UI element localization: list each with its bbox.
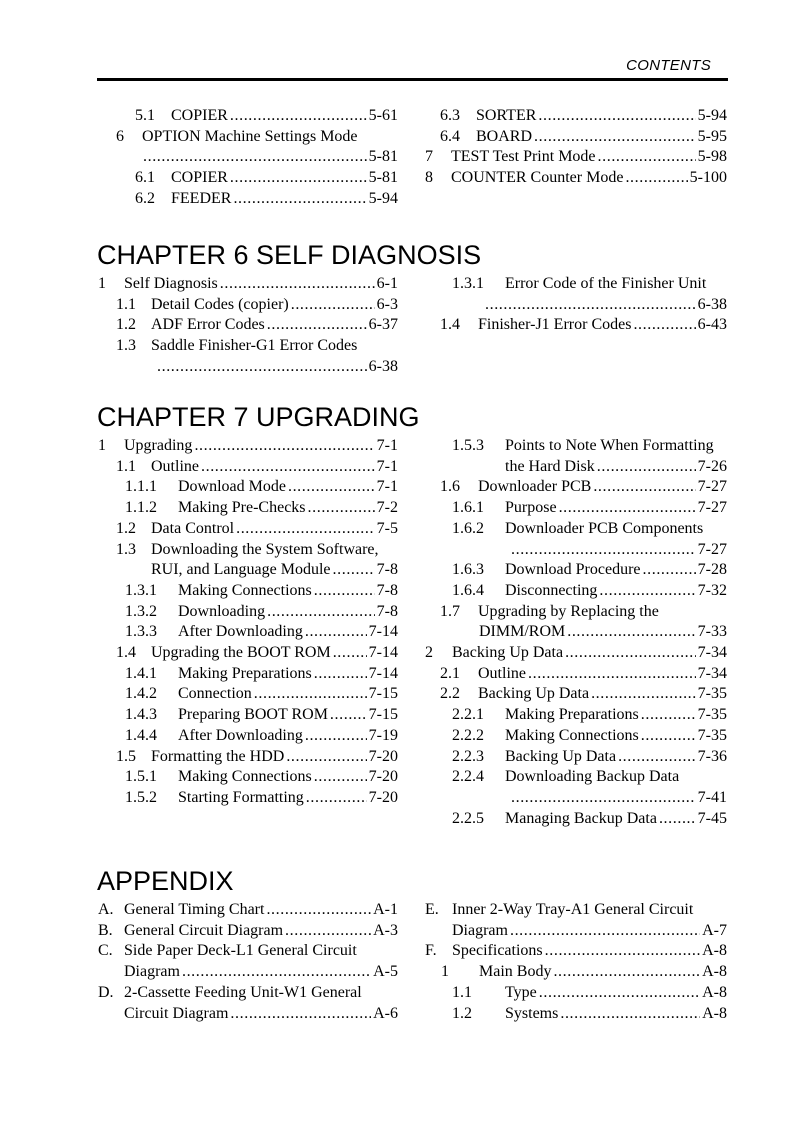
dot-leader [565, 642, 696, 663]
toc-entry-page: 7-2 [376, 499, 398, 517]
toc-entry[interactable] [425, 899, 727, 920]
toc-entry-number: 1.6.3 [452, 561, 484, 579]
dot-leader [233, 188, 366, 209]
toc-entry-number: 2.2.4 [452, 768, 484, 786]
dot-leader [641, 704, 696, 725]
toc-entry-number: 1.1.2 [125, 499, 157, 517]
toc-entry-title: Preparing BOOT ROM [178, 706, 328, 724]
toc-entry[interactable] [116, 335, 398, 356]
toc-entry-page: 7-45 [697, 809, 727, 827]
toc-entry-title: Making Pre-Checks [178, 499, 306, 517]
toc-entry-title: Backing Up Data [452, 644, 564, 661]
toc-entry[interactable] [155, 356, 398, 377]
dot-leader [306, 787, 367, 808]
chapter-7-heading: CHAPTER 7 UPGRADING [97, 402, 420, 432]
toc-entry-page: 7-1 [376, 437, 398, 454]
dot-leader [599, 580, 695, 601]
toc-entry[interactable] [124, 961, 398, 982]
toc-entry-title: General Circuit Diagram [124, 921, 284, 939]
toc-entry-page: 7-1 [376, 478, 398, 496]
toc-entry-page: A-8 [702, 963, 727, 981]
dot-leader [157, 356, 367, 377]
toc-entry-title: RUI, and Language Module [151, 561, 331, 579]
toc-entry[interactable] [125, 621, 398, 642]
dot-leader [593, 476, 695, 497]
toc-entry-number: 1.1 [116, 295, 136, 313]
toc-entry-number: 5.1 [135, 107, 155, 124]
toc-entry-title: Points to Note When Formatting [505, 437, 714, 454]
toc-entry-title: Inner 2-Way Tray-A1 General Circuit [452, 901, 694, 918]
dot-leader [267, 314, 367, 335]
toc-entry-page: 7-41 [697, 788, 727, 806]
toc-entry-number: 1.4.2 [125, 685, 157, 703]
dot-leader [618, 746, 696, 767]
toc-entry-number: 1.4 [116, 644, 136, 661]
toc-entry-number: 7 [425, 148, 433, 166]
toc-entry[interactable] [125, 766, 398, 787]
toc-entry-number: 2.2.3 [452, 747, 484, 765]
dot-leader [288, 476, 375, 497]
dot-leader [534, 126, 696, 147]
toc-entry-number: 2.2.5 [452, 809, 484, 827]
toc-entry-title: Purpose [505, 499, 557, 517]
toc-entry[interactable] [116, 518, 398, 539]
toc-entry-title: Outline [151, 457, 199, 475]
toc-entry[interactable] [425, 642, 727, 663]
toc-entry-title: TEST Test Print Mode [451, 148, 596, 166]
toc-entry-number: 1.6.4 [452, 581, 484, 599]
dot-leader [597, 456, 696, 477]
dot-leader [633, 314, 695, 335]
toc-entry[interactable] [135, 188, 398, 209]
dot-leader [291, 294, 375, 315]
header-rule [97, 78, 728, 81]
toc-entry-title: Starting Formatting [178, 788, 304, 806]
toc-entry[interactable] [452, 518, 727, 539]
toc-entry-title: Outline [478, 664, 526, 682]
dot-leader [598, 146, 696, 167]
toc-entry[interactable] [98, 940, 398, 961]
dot-leader [220, 273, 375, 294]
toc-entry-number: 6.4 [440, 127, 460, 145]
toc-entry-page: 7-36 [697, 747, 727, 765]
toc-entry[interactable] [98, 982, 398, 1003]
toc-entry-title: After Downloading [178, 726, 303, 744]
dot-leader [314, 766, 367, 787]
toc-entry[interactable] [125, 787, 398, 808]
toc-entry-page: 7-14 [368, 644, 398, 661]
dot-leader [230, 105, 367, 126]
toc-entry-number: 1.6 [440, 478, 460, 496]
toc-entry-title: Upgrading [124, 437, 193, 454]
toc-entry-number: 1.5 [116, 747, 136, 765]
toc-entry[interactable] [98, 273, 398, 294]
toc-entry-title: Managing Backup Data [505, 809, 657, 827]
dot-leader [201, 456, 375, 477]
toc-entry-page: 7-20 [368, 768, 398, 786]
toc-entry-page: 7-20 [368, 747, 398, 765]
toc-entry-page: 7-15 [368, 685, 398, 703]
toc-entry[interactable] [509, 787, 727, 808]
toc-entry-page: 6-3 [376, 295, 398, 313]
toc-entry[interactable] [425, 940, 727, 961]
toc-entry[interactable] [509, 539, 727, 560]
toc-entry[interactable] [452, 497, 727, 518]
toc-entry-number: C. [98, 942, 113, 960]
toc-entry[interactable] [116, 126, 398, 147]
toc-entry[interactable] [441, 961, 727, 982]
toc-entry-title: General Timing Chart [124, 901, 265, 918]
toc-entry-title: Formatting the HDD [151, 747, 285, 765]
toc-entry-number: 1.4.4 [125, 726, 157, 744]
toc-entry[interactable] [483, 294, 727, 315]
toc-entry-title: Main Body [479, 963, 552, 981]
running-header: CONTENTS [626, 57, 711, 74]
toc-entry[interactable] [98, 435, 398, 456]
toc-entry-title: FEEDER [171, 189, 232, 207]
toc-entry-page: 5-94 [368, 189, 398, 207]
toc-entry-number: D. [98, 983, 114, 1001]
toc-entry[interactable] [125, 683, 398, 704]
dot-leader [314, 663, 367, 684]
dot-leader [643, 559, 696, 580]
toc-entry-page: 7-28 [697, 561, 727, 579]
toc-entry-number: 1.1 [452, 983, 472, 1001]
toc-entry-title: Type [505, 983, 537, 1001]
toc-entry-title: Backing Up Data [478, 685, 590, 703]
toc-entry-title: Downloading [178, 602, 266, 620]
toc-entry-page: 6-1 [376, 275, 398, 292]
toc-entry[interactable] [452, 746, 727, 767]
dot-leader [236, 518, 375, 539]
toc-entry-number: 2.1 [440, 664, 460, 682]
toc-entry-title: Disconnecting [505, 581, 598, 599]
dot-leader [230, 1003, 371, 1024]
toc-entry-number: E. [425, 901, 439, 918]
toc-entry-page: 7-27 [697, 478, 727, 496]
dot-leader [545, 940, 700, 961]
toc-entry-title: Downloading the System Software, [151, 540, 379, 558]
toc-entry[interactable] [452, 982, 727, 1003]
toc-entry[interactable] [440, 105, 727, 126]
toc-entry[interactable] [440, 314, 727, 335]
toc-entry-number: 6 [116, 127, 124, 145]
toc-entry[interactable] [125, 601, 398, 622]
toc-entry-number: 2 [425, 644, 433, 661]
dot-leader [182, 961, 371, 982]
dot-leader [314, 580, 375, 601]
toc-entry-number: 2.2 [440, 685, 460, 703]
toc-entry-number: 1 [441, 963, 449, 981]
toc-entry-title: OPTION Machine Settings Mode [142, 127, 358, 145]
toc-entry-page: A-8 [702, 983, 727, 1001]
dot-leader [511, 787, 696, 808]
toc-entry-page: 7-35 [697, 726, 727, 744]
toc-entry[interactable] [452, 1003, 727, 1024]
toc-entry[interactable] [505, 456, 727, 477]
toc-entry-page: 5-94 [697, 107, 727, 124]
toc-entry-page: 7-14 [368, 623, 398, 641]
toc-entry-number: 1 [98, 275, 106, 292]
dot-leader [305, 621, 367, 642]
toc-entry-number: 2.2.2 [452, 726, 484, 744]
toc-entry-page: 5-95 [697, 127, 727, 145]
toc-entry-page: 7-15 [368, 706, 398, 724]
toc-entry-number: 1.3 [116, 540, 136, 558]
toc-entry-page: 7-14 [368, 664, 398, 682]
toc-entry[interactable] [125, 476, 398, 497]
toc-entry-title: Backing Up Data [505, 747, 617, 765]
toc-entry-title: Download Mode [178, 478, 286, 496]
toc-entry-title: SORTER [476, 107, 537, 124]
toc-entry-title: COPIER [171, 169, 228, 187]
toc-entry-number: 6.1 [135, 169, 155, 187]
toc-entry-page: 6-38 [368, 357, 398, 375]
toc-entry-title: Specifications [452, 942, 543, 960]
appendix-heading: APPENDIX [97, 866, 234, 896]
toc-entry-number: 1.3.2 [125, 602, 157, 620]
dot-leader [538, 105, 695, 126]
toc-entry-number: B. [98, 921, 113, 939]
toc-entry-page: 6-43 [697, 316, 727, 334]
toc-entry-page: 7-34 [697, 644, 727, 661]
toc-entry[interactable] [135, 167, 398, 188]
toc-entry-number: 2.2.1 [452, 706, 484, 724]
toc-entry[interactable] [452, 580, 727, 601]
toc-entry[interactable] [452, 559, 727, 580]
toc-entry[interactable] [116, 294, 398, 315]
toc-entry-number: A. [98, 901, 114, 918]
toc-entry-number: 1.5.2 [125, 788, 157, 806]
toc-entry[interactable] [452, 808, 727, 829]
toc-entry-number: 1.5.3 [452, 437, 484, 454]
toc-entry[interactable] [452, 725, 727, 746]
toc-entry-page: 7-34 [697, 664, 727, 682]
dot-leader [510, 920, 700, 941]
dot-leader [333, 559, 375, 580]
toc-entry-title: Making Connections [178, 581, 312, 599]
toc-entry-page: 7-8 [376, 581, 398, 599]
toc-entry-title: Side Paper Deck-L1 General Circuit [124, 942, 357, 960]
toc-entry[interactable] [440, 126, 727, 147]
toc-entry-page: 7-33 [697, 623, 727, 641]
toc-entry-number: 1 [98, 437, 106, 454]
dot-leader [330, 704, 367, 725]
toc-entry-number: 1.4 [440, 316, 460, 334]
toc-entry-title: the Hard Disk [505, 457, 595, 475]
toc-entry-title: Saddle Finisher-G1 Error Codes [151, 337, 358, 355]
toc-entry[interactable] [452, 435, 727, 456]
toc-entry-title: Detail Codes (copier) [151, 295, 289, 313]
dot-leader [267, 601, 375, 622]
toc-entry-title: Finisher-J1 Error Codes [478, 316, 632, 334]
toc-entry-page: 7-1 [376, 457, 398, 475]
toc-entry-page: 7-5 [376, 519, 398, 537]
toc-entry[interactable] [452, 704, 727, 725]
toc-entry-title: Self Diagnosis [124, 275, 218, 292]
dot-leader [511, 539, 696, 560]
toc-entry-number: 1.4.3 [125, 706, 157, 724]
toc-entry[interactable] [125, 663, 398, 684]
toc-entry[interactable] [479, 621, 727, 642]
toc-entry-title: BOARD [476, 127, 533, 145]
toc-entry[interactable] [425, 167, 727, 188]
toc-entry[interactable] [125, 725, 398, 746]
toc-entry-page: 5-81 [368, 169, 398, 187]
toc-entry-number: 1.2 [116, 316, 136, 334]
toc-entry-page: A-6 [373, 1004, 398, 1022]
toc-entry-number: 6.2 [135, 189, 155, 207]
dot-leader [143, 146, 367, 167]
dot-leader [528, 663, 696, 684]
toc-entry[interactable] [141, 146, 398, 167]
toc-entry-title: Diagram [124, 963, 180, 981]
toc-entry-page: 5-61 [368, 107, 398, 124]
dot-leader [230, 167, 367, 188]
toc-entry[interactable] [124, 1003, 398, 1024]
dot-leader [285, 920, 371, 941]
toc-entry[interactable] [151, 559, 398, 580]
toc-entry[interactable] [125, 704, 398, 725]
toc-entry-page: A-7 [702, 921, 727, 939]
toc-entry[interactable] [125, 497, 398, 518]
toc-entry-title: Error Code of the Finisher Unit [505, 275, 707, 292]
toc-entry[interactable] [425, 146, 727, 167]
dot-leader [553, 961, 700, 982]
toc-entry-page: 7-32 [697, 581, 727, 599]
toc-entry[interactable] [116, 314, 398, 335]
toc-entry-title: Making Preparations [178, 664, 312, 682]
toc-entry[interactable] [98, 920, 398, 941]
toc-entry[interactable] [440, 683, 727, 704]
toc-entry-number: 1.4.1 [125, 664, 157, 682]
dot-leader [567, 621, 695, 642]
toc-entry-number: 1.1 [116, 457, 136, 475]
toc-entry-page: 7-20 [368, 788, 398, 806]
toc-entry-title: After Downloading [178, 623, 303, 641]
toc-entry-page: A-3 [373, 921, 398, 939]
toc-entry-number: 1.6.1 [452, 499, 484, 517]
toc-entry-title: ADF Error Codes [151, 316, 265, 334]
toc-entry-page: 6-38 [697, 295, 727, 313]
toc-entry-page: 5-81 [368, 148, 398, 166]
toc-entry-number: F. [425, 942, 437, 960]
toc-entry-title: Systems [505, 1004, 559, 1022]
dot-leader [591, 683, 696, 704]
dot-leader [254, 683, 367, 704]
toc-entry-page: A-5 [373, 963, 398, 981]
toc-entry[interactable] [452, 273, 727, 294]
toc-entry-title: COPIER [171, 107, 228, 124]
toc-entry-number: 1.5.1 [125, 768, 157, 786]
toc-entry-title: Making Connections [178, 768, 312, 786]
toc-entry-title: 2-Cassette Feeding Unit-W1 General [124, 983, 362, 1001]
toc-entry-page: 7-19 [368, 726, 398, 744]
toc-entry-title: Connection [178, 685, 252, 703]
toc-entry-title: Downloader PCB [478, 478, 592, 496]
toc-entry-title: DIMM/ROM [479, 623, 566, 641]
toc-entry-number: 1.2 [116, 519, 136, 537]
toc-entry-title: Download Procedure [505, 561, 641, 579]
toc-entry-title: Diagram [452, 921, 508, 939]
toc-entry-number: 8 [425, 169, 433, 187]
toc-entry-number: 6.3 [440, 107, 460, 124]
toc-entry[interactable] [452, 920, 727, 941]
toc-entry-page: A-1 [373, 901, 398, 918]
toc-entry[interactable] [135, 105, 398, 126]
toc-entry-title: Upgrading by Replacing the [478, 602, 659, 620]
toc-entry-page: 7-35 [697, 706, 727, 724]
toc-entry-page: 7-8 [376, 602, 398, 620]
toc-entry-number: 1.3 [116, 337, 136, 355]
toc-entry[interactable] [116, 539, 398, 560]
toc-entry-page: A-8 [702, 1004, 727, 1022]
toc-entry-title: COUNTER Counter Mode [451, 169, 624, 187]
chapter-6-heading: CHAPTER 6 SELF DIAGNOSIS [97, 240, 482, 270]
toc-entry[interactable] [440, 601, 727, 622]
dot-leader [266, 899, 371, 920]
toc-entry-title: Data Control [151, 519, 235, 537]
toc-entry-number: 1.3.1 [452, 275, 484, 292]
toc-entry[interactable] [452, 766, 727, 787]
toc-entry-number: 1.7 [440, 602, 460, 620]
toc-entry[interactable] [116, 456, 398, 477]
toc-entry-number: 1.2 [452, 1004, 472, 1022]
toc-entry-title: Circuit Diagram [124, 1004, 229, 1022]
toc-entry-page: 5-98 [697, 148, 727, 166]
toc-entry-page: 7-8 [376, 561, 398, 579]
toc-entry[interactable] [440, 476, 727, 497]
dot-leader [194, 435, 374, 456]
toc-entry-title: Downloader PCB Components [505, 519, 704, 537]
toc-entry[interactable] [98, 899, 398, 920]
dot-leader [305, 725, 367, 746]
toc-entry-page: A-8 [702, 942, 727, 960]
dot-leader [333, 642, 367, 663]
toc-entry-title: Making Preparations [505, 706, 639, 724]
toc-entry[interactable] [125, 580, 398, 601]
dot-leader [560, 1003, 700, 1024]
dot-leader [625, 167, 687, 188]
toc-entry-title: Upgrading the BOOT ROM [151, 644, 331, 661]
dot-leader [539, 982, 700, 1003]
dot-leader [308, 497, 375, 518]
toc-entry-number: 1.1.1 [125, 478, 157, 496]
toc-entry-page: 7-27 [697, 499, 727, 517]
toc-entry-title: Downloading Backup Data [505, 768, 680, 786]
toc-entry-page: 7-26 [697, 457, 727, 475]
toc-entry-number: 1.6.2 [452, 519, 484, 537]
toc-entry-page: 6-37 [368, 316, 398, 334]
dot-leader [286, 746, 366, 767]
dot-leader [659, 808, 696, 829]
dot-leader [559, 497, 696, 518]
toc-entry-number: 1.3.1 [125, 581, 157, 599]
toc-entry-page: 7-35 [697, 685, 727, 703]
toc-entry-title: Making Connections [505, 726, 639, 744]
toc-entry-number: 1.3.3 [125, 623, 157, 641]
dot-leader [485, 294, 696, 315]
toc-entry-page: 5-100 [689, 169, 727, 187]
toc-entry-page: 7-27 [697, 540, 727, 558]
toc-entry[interactable] [116, 642, 398, 663]
toc-entry[interactable] [116, 746, 398, 767]
toc-entry[interactable] [440, 663, 727, 684]
dot-leader [641, 725, 696, 746]
